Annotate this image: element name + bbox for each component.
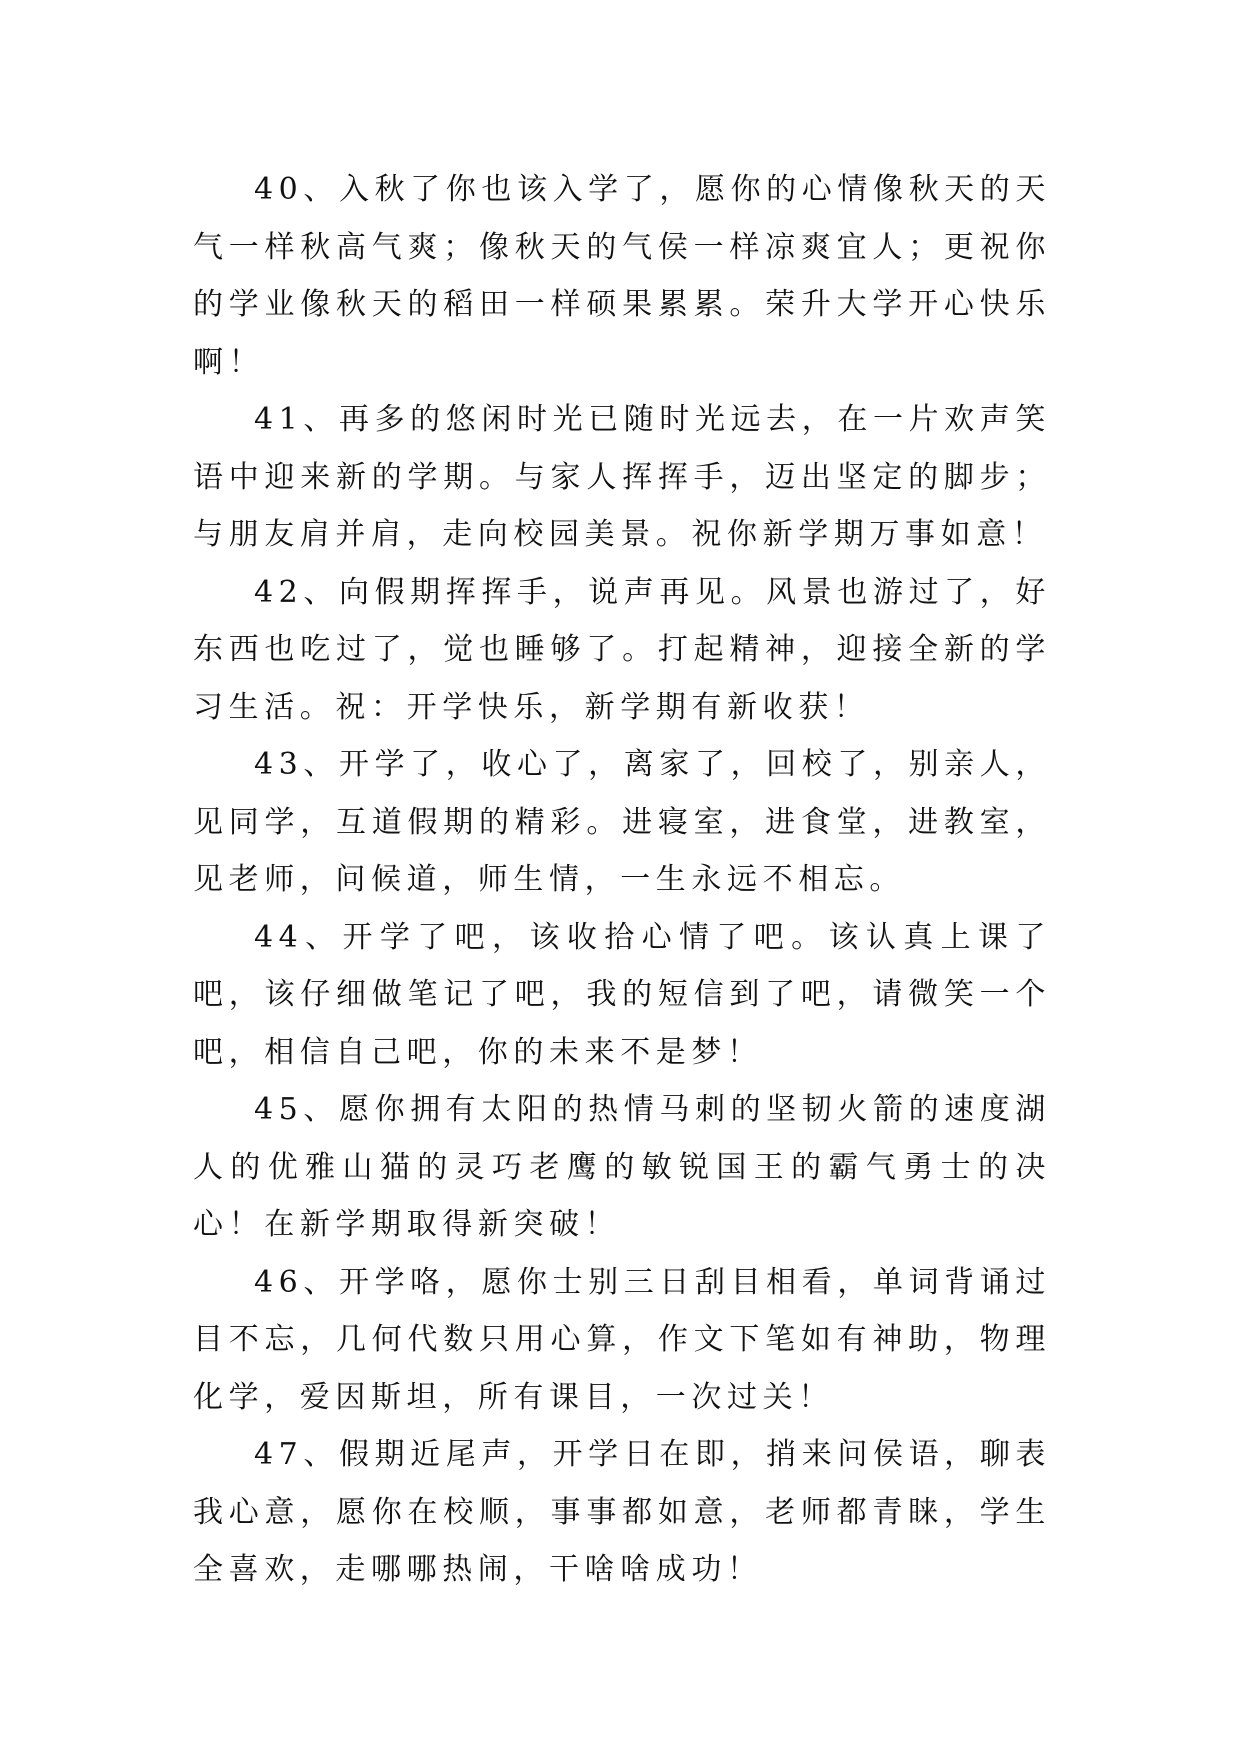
paragraph-40: 40、入秋了你也该入学了，愿你的心情像秋天的天气一样秋高气爽；像秋天的气侯一样凉爽宜人；更祝你的学业像秋天的稻田一样硕果累累。荣升大学开心快乐啊！: [193, 172, 1051, 380]
paragraph-45: 45、愿你拥有太阳的热情马刺的坚韧火箭的速度湖人的优雅山猫的灵巧老鹰的敏锐国王的霸气勇士的决心！在新学期取得新突破！: [193, 1092, 1051, 1242]
paragraph-46: 46、开学咯，愿你士别三日刮目相看，单词背诵过目不忘，几何代数只用心算，作文下笔如有神助，物理化学，爱因斯坦，所有课目，一次过关！: [193, 1264, 1051, 1415]
paragraph-44: 44、开学了吧，该收拾心情了吧。该认真上课了吧，该仔细做笔记了吧，我的短信到了吧，请微笑一个吧，相信自己吧，你的未来不是梦！: [193, 919, 1051, 1070]
document-page: [193, 161, 1051, 1599]
paragraph-41: 41、再多的悠闲时光已随时光远去，在一片欢声笑语中迎来新的学期。与家人挥挥手，迈出坚定的脚步；与朋友肩并肩，走向校园美景。祝你新学期万事如意！: [193, 402, 1051, 552]
paragraph-47: 47、假期近尾声，开学日在即，捎来问侯语，聊表我心意，愿你在校顺，事事都如意，老师都青睐，学生全喜欢，走哪哪热闹，干啥啥成功！: [193, 1437, 1051, 1587]
paragraph-42: 42、向假期挥挥手，说声再见。风景也游过了，好东西也吃过了，觉也睡够了。打起精神，迎接全新的学习生活。祝：开学快乐，新学期有新收获！: [193, 574, 1051, 725]
paragraph-43: 43、开学了，收心了，离家了，回校了，别亲人，见同学，互道假期的精彩。进寝室，进食堂，进教室，见老师，问候道，师生情，一生永远不相忘。: [193, 747, 1051, 897]
